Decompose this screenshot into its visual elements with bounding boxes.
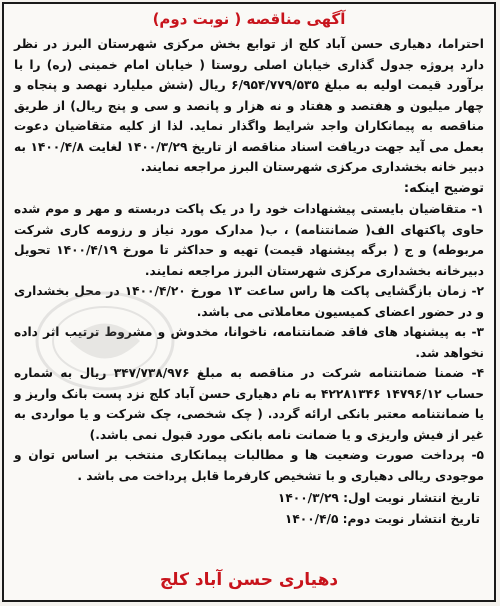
explanation-heading: توضیح اینکه: bbox=[403, 180, 484, 196]
list-item: ۱- متقاضیان بایستی پیشنهادات خود را در یک پاکت دربسته و مهر و موم شده حاوی پاکتهای الف( ضمانتنامه) ، ب( مدارک مورد نیاز و رزومه کاری شرکت مربوطه) و ج ( برگه پیشنهاد قیمت) تهیه و حداکثر تا مورخ ۱۴۰۰/۴/۱۹ تحویل دبیرخانه بخشداری مرکزی شهرستان البرز مراجعه نمایند. bbox=[14, 202, 484, 278]
notice-title: آگهی مناقصه ( نوبت دوم) bbox=[152, 10, 346, 28]
notice-body bbox=[14, 34, 484, 529]
date-first-publication: تاریخ انتشار نوبت اول: ۱۴۰۰/۳/۲۹ bbox=[277, 491, 480, 505]
list-item: ۴- ضمنا ضمانتنامه شرکت در مناقصه به مبلغ ۳۴۷/۷۳۸/۹۷۶ ریال به شماره حساب ۱۴۷۹۶/۱۲ ۴۲۲۸۱۳۴۶ به نام دهیاری حسن آباد کلج نزد پست بانک واریز و یا ضمانتنامه معتبر بانکی ارائه گردد. ( چک شخصی، چک شرکت و یا مواردی به غیر از فیش واریزی و یا ضمانت نامه بانکی مورد قبول نمی باشد.) bbox=[14, 366, 485, 442]
list-item: ۲- زمان بازگشایی پاکت ها راس ساعت ۱۳ مورخ ۱۴۰۰/۴/۲۰ در محل بخشداری و در حضور اعضای کمیسیون معاملاتی می باشد. bbox=[14, 284, 484, 319]
date-second-publication: تاریخ انتشار نوبت دوم: ۱۴۰۰/۴/۵ bbox=[284, 511, 480, 526]
intro-paragraph: احتراما، دهیاری حسن آباد کلج از توابع بخش مرکزی شهرستان البرز در نظر دارد پروژه جدول گذاری خیابان اصلی روستا ( خیابان امام خمینی (ره) را با برآورد قیمت اولیه به مبلغ ۶/۹۵۴/۷۷۹/۵۳۵ ریال (شش میلیارد نهصد و پنجاه و چهار میلیون و هفتصد و هفتاد و نه هزار و پانصد و سی و پنج ریال) از طریق مناقصه به پیمانکاران واجد شرایط واگذار نماید. لذا از کلیه متقاضیان دعوت بعمل می آید جهت دریافت اسناد مناقصه از تاریخ ۱۴۰۰/۳/۲۹ لغایت ۱۴۰۰/۴/۸ به دبیر خانه بخشداری مرکزی شهرستان البرز مراجعه نمایند. bbox=[14, 37, 484, 174]
signature-village-council: دهیاری حسن آباد کلج bbox=[159, 570, 339, 590]
notice-frame bbox=[2, 2, 496, 602]
list-item: ۵- پرداخت صورت وضعیت ها و مطالبات پیمانکاری منتخب بر اساس توان و موجودی ریالی دهیاری و با تشخیص کارفرما قابل پرداخت می باشد . bbox=[14, 448, 484, 483]
publication-dates bbox=[14, 488, 484, 529]
list-item: ۳- به پیشنهاد های فاقد ضمانتنامه، ناخوانا، مخدوش و مشروط ترتیب اثر داده نخواهد شد. bbox=[14, 325, 484, 360]
